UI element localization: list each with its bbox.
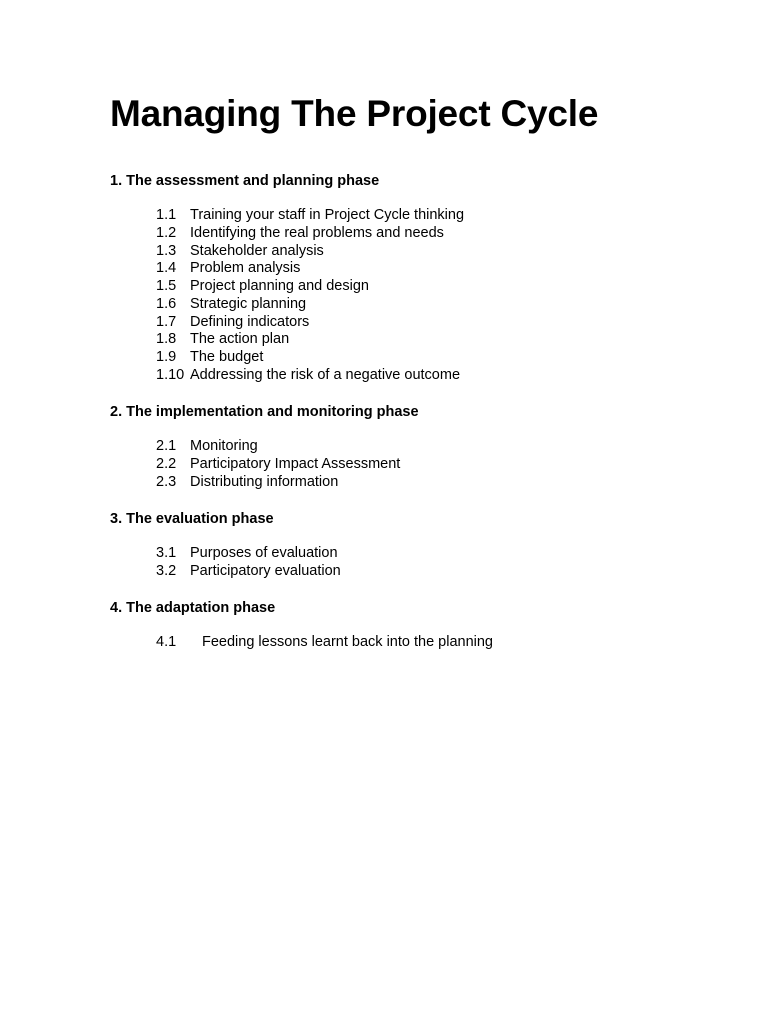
item-number: 1.4	[156, 260, 177, 277]
list-item	[156, 207, 716, 225]
list-item	[156, 438, 716, 456]
item-text: Stakeholder analysis	[190, 242, 324, 259]
section-item-list	[156, 207, 716, 385]
list-item	[156, 260, 716, 278]
item-text: Monitoring	[190, 438, 258, 454]
item-text: Strategic planning	[190, 295, 307, 312]
section-item-list	[156, 438, 716, 491]
list-item	[156, 474, 716, 492]
section-assessment-planning	[110, 172, 465, 383]
item-number: 2.2	[156, 455, 177, 472]
section-heading: 3. The evaluation phase	[110, 511, 274, 527]
section-item-list	[156, 634, 716, 652]
item-number: 1.5	[156, 278, 177, 294]
list-item	[156, 349, 716, 367]
section-heading: 4. The adaptation phase	[110, 600, 276, 616]
item-text: Participatory evaluation	[190, 562, 341, 579]
item-number: 3.1	[156, 545, 177, 561]
item-number: 3.2	[156, 562, 177, 579]
list-item	[156, 545, 716, 563]
item-number: 1.8	[156, 331, 177, 348]
list-item	[156, 296, 716, 314]
list-item	[156, 634, 716, 652]
list-item	[156, 331, 716, 349]
section-heading: 2. The implementation and monitoring phase	[110, 404, 419, 420]
item-number: 1.2	[156, 224, 177, 241]
list-item	[156, 278, 716, 296]
item-number: 1.9	[156, 349, 177, 365]
item-text: Defining indicators	[190, 313, 310, 330]
list-item	[156, 243, 716, 261]
item-text: Addressing the risk of a negative outcome	[190, 366, 461, 383]
list-item	[156, 314, 716, 332]
section-heading: 1. The assessment and planning phase	[110, 173, 380, 189]
list-item	[156, 225, 716, 243]
item-number: 1.3	[156, 242, 177, 259]
section-implementation-monitoring	[110, 403, 419, 490]
item-text: The budget	[190, 349, 264, 365]
item-number: 1.10	[156, 366, 185, 383]
item-number: 2.1	[156, 438, 177, 454]
item-text: The action plan	[190, 331, 290, 348]
list-item	[156, 563, 716, 581]
section-evaluation	[110, 510, 341, 579]
item-number: 1.7	[156, 313, 177, 330]
section-item-list	[156, 545, 716, 581]
item-number: 1.6	[156, 295, 177, 312]
item-number: 1.1	[156, 207, 177, 223]
item-text: Project planning and design	[190, 278, 369, 294]
item-text: Feeding lessons learnt back into the planning	[202, 634, 493, 650]
item-number: 4.1	[156, 634, 177, 650]
list-item	[156, 367, 716, 385]
list-item	[156, 456, 716, 474]
section-adaptation	[110, 599, 493, 650]
item-text: Participatory Impact Assessment	[190, 455, 401, 472]
item-number: 2.3	[156, 473, 177, 490]
item-text: Training your staff in Project Cycle thinking	[190, 207, 465, 223]
item-text: Identifying the real problems and needs	[190, 224, 444, 241]
item-text: Purposes of evaluation	[190, 545, 338, 561]
item-text: Distributing information	[190, 473, 339, 490]
document-title: Managing The Project Cycle	[110, 93, 599, 134]
item-text: Problem analysis	[190, 260, 301, 277]
